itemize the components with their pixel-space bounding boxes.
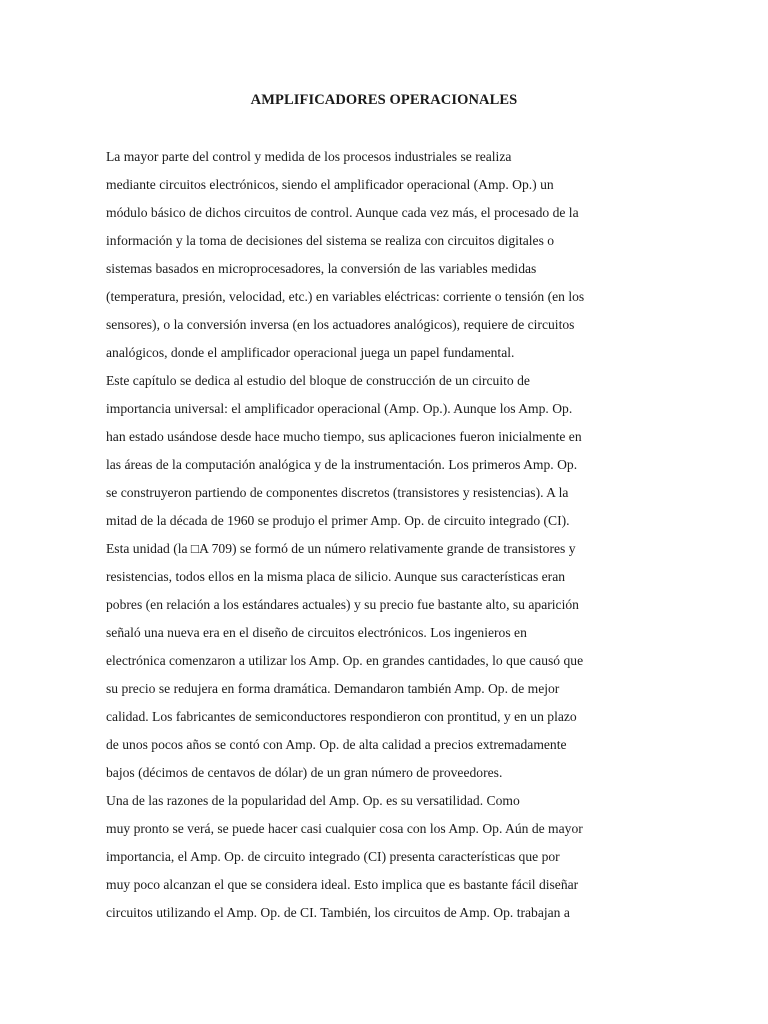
text-line: (temperatura, presión, velocidad, etc.) en variables eléctricas: corriente o tensión (en los <box>106 289 585 304</box>
text-line: módulo básico de dichos circuitos de control. Aunque cada vez más, el procesado de la <box>106 205 579 220</box>
text-line: Esta unidad (la □A 709) se formó de un número relativamente grande de transistores y <box>106 541 576 556</box>
text-line: Una de las razones de la popularidad del Amp. Op. es su versatilidad. Como <box>106 793 520 808</box>
text-line: muy poco alcanzan el que se considera ideal. Esto implica que es bastante fácil diseñar <box>106 877 579 892</box>
text-line: mediante circuitos electrónicos, siendo el amplificador operacional (Amp. Op.) un <box>106 177 554 192</box>
text-line: mitad de la década de 1960 se produjo el primer Amp. Op. de circuito integrado (CI). <box>106 513 570 528</box>
text-line: han estado usándose desde hace mucho tiempo, sus aplicaciones fueron inicialmente en <box>106 429 582 444</box>
text-line: se construyeron partiendo de componentes discretos (transistores y resistencias). A la <box>106 485 569 500</box>
text-line: bajos (décimos de centavos de dólar) de un gran número de proveedores. <box>106 765 503 780</box>
text-line: su precio se redujera en forma dramática. Demandaron también Amp. Op. de mejor <box>106 681 560 696</box>
text-line: las áreas de la computación analógica y de la instrumentación. Los primeros Amp. Op. <box>106 457 578 472</box>
text-line: sensores), o la conversión inversa (en los actuadores analógicos), requiere de circuitos <box>106 317 575 332</box>
text-line: muy pronto se verá, se puede hacer casi cualquier cosa con los Amp. Op. Aún de mayor <box>106 821 583 836</box>
text-line: señaló una nueva era en el diseño de circuitos electrónicos. Los ingenieros en <box>106 625 527 640</box>
text-line: importancia, el Amp. Op. de circuito integrado (CI) presenta características que por <box>106 849 560 864</box>
text-line: analógicos, donde el amplificador operacional juega un papel fundamental. <box>106 345 515 360</box>
text-line: de unos pocos años se contó con Amp. Op. de alta calidad a precios extremadamente <box>106 737 567 752</box>
text-line: resistencias, todos ellos en la misma placa de silicio. Aunque sus características eran <box>106 569 566 584</box>
text-line: Este capítulo se dedica al estudio del bloque de construcción de un circuito de <box>106 373 530 388</box>
text-line: sistemas basados en microprocesadores, la conversión de las variables medidas <box>106 261 537 276</box>
text-line: información y la toma de decisiones del sistema se realiza con circuitos digitales o <box>106 233 555 248</box>
document-title: AMPLIFICADORES OPERACIONALES <box>250 92 518 108</box>
text-line: La mayor parte del control y medida de los procesos industriales se realiza <box>106 149 512 164</box>
text-line: electrónica comenzaron a utilizar los Amp. Op. en grandes cantidades, lo que causó que <box>106 653 584 668</box>
text-line: pobres (en relación a los estándares actuales) y su precio fue bastante alto, su aparición <box>106 597 579 612</box>
document-body <box>106 146 706 930</box>
text-line: circuitos utilizando el Amp. Op. de CI. También, los circuitos de Amp. Op. trabajan a <box>106 905 570 920</box>
text-line: calidad. Los fabricantes de semiconductores respondieron con prontitud, y en un plazo <box>106 709 577 724</box>
text-line: importancia universal: el amplificador operacional (Amp. Op.). Aunque los Amp. Op. <box>106 401 573 416</box>
